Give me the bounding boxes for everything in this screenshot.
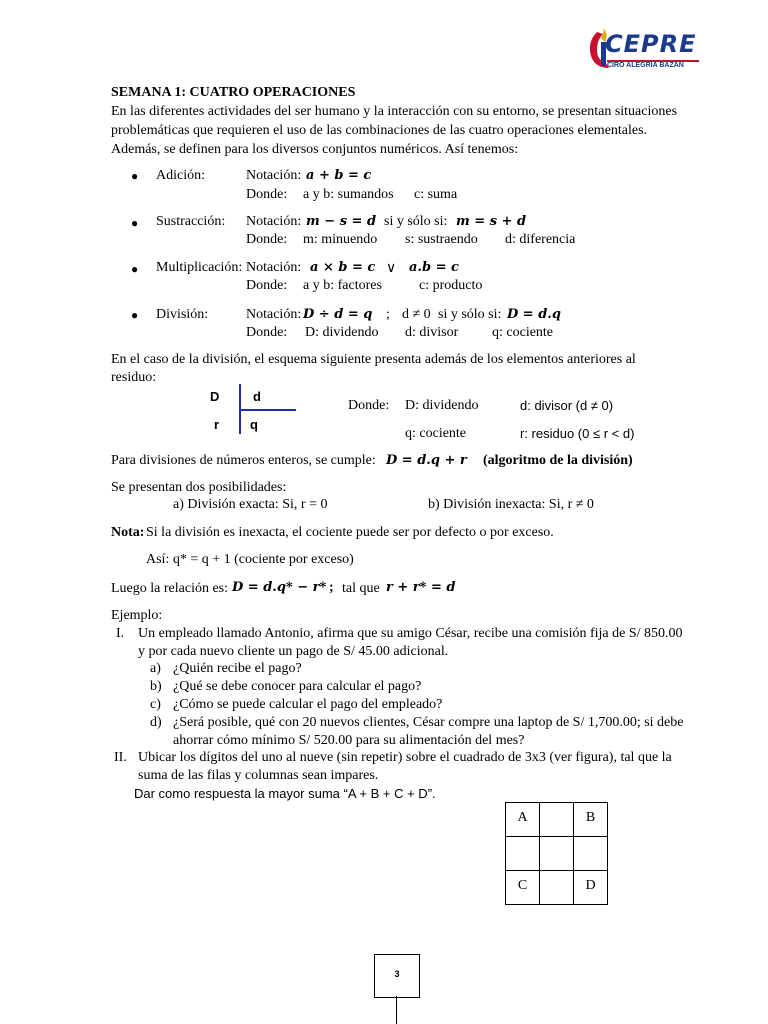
cell-b: B — [585, 810, 596, 825]
algorithm-formula: D = d.q + r — [386, 453, 467, 468]
grid-cell — [540, 803, 574, 837]
problem-2-line-1: Ubicar los dígitos del uno al nueve (sin repetir) sobre el cuadrado de 3x3 (ver figura), tal que la — [138, 750, 672, 765]
scheme-residue: r — [214, 417, 220, 432]
bullet-icon: ● — [131, 216, 139, 230]
possibilities-heading: Se presentan dos posibilidades: — [111, 480, 287, 495]
bullet-icon: ● — [131, 308, 139, 322]
cell-d: D — [585, 878, 596, 893]
possibility-a: a) División exacta: Si, r = 0 — [173, 497, 328, 512]
problem-1-number: I. — [116, 626, 125, 641]
item-c-label: c) — [150, 697, 161, 712]
sustraccion-desc-3: d: diferencia — [505, 232, 576, 247]
sustraccion-notation-label: Notación: — [246, 214, 302, 229]
scheme-cociente: q: cociente — [405, 426, 467, 441]
scheme-quotient: q — [250, 417, 258, 432]
division-condition: d ≠ 0 — [402, 307, 431, 322]
problem-2-line-2: suma de las filas y columnas sean impares. — [138, 768, 379, 783]
cepre-logo — [583, 24, 703, 74]
sustraccion-desc-2: s: sustraendo — [405, 232, 478, 247]
grid-cell — [574, 803, 608, 837]
division-name: División: — [156, 307, 209, 322]
adicion-desc-1: a y b: sumandos — [303, 187, 394, 202]
relation-text: Luego la relación es: — [111, 581, 229, 596]
item-d-label: d) — [150, 715, 162, 730]
item-b-label: b) — [150, 679, 162, 694]
asi-line: Así: q* = q + 1 (cociente por exceso) — [146, 552, 354, 567]
division-desc-2: d: divisor — [405, 325, 459, 340]
possibility-b: b) División inexacta: Si, r ≠ 0 — [428, 497, 594, 512]
division-desc-1: D: dividendo — [305, 325, 379, 340]
division-iff: si y sólo si: — [438, 307, 502, 322]
nota-text: Si la división es inexacta, el cociente puede ser por defecto o por exceso. — [146, 525, 554, 540]
grid-cell — [506, 871, 540, 905]
relation-formula-2: r + r* = d — [386, 580, 456, 595]
scheme-dividendo: D: dividendo — [405, 398, 479, 413]
logo-subtitle: CIRO ALEGRÍA BAZÁN — [607, 62, 684, 69]
sustraccion-iff: si y sólo si: — [384, 214, 448, 229]
adicion-desc-2: c: suma — [414, 187, 458, 202]
grid-cell — [506, 803, 540, 837]
grid-cell — [540, 871, 574, 905]
algorithm-label: (algoritmo de la división) — [483, 453, 633, 468]
multiplicacion-donde: Donde: — [246, 278, 288, 293]
division-formula-2: D = d.q — [507, 307, 561, 322]
intro-line-2: problemáticas que requieren el uso de las combinaciones de las cuatro operaciones elementales. — [111, 123, 648, 138]
multiplicacion-desc-1: a y b: factores — [303, 278, 382, 293]
scheme-residuo: r: residuo (0 ≤ r < d) — [520, 426, 635, 441]
item-b-text: ¿Qué se debe conocer para calcular el pago? — [173, 679, 422, 694]
grid-cell — [540, 837, 574, 871]
item-d-text: ¿Será posible, qué con 20 nuevos clientes, César compre una laptop de S/ 1,700.00; si debe — [173, 715, 684, 730]
grid-cell — [574, 871, 608, 905]
cell-c: C — [517, 878, 528, 893]
relation-tal-que: tal que — [342, 581, 380, 596]
multiplicacion-formula-2: a.b = c — [409, 260, 459, 275]
scheme-dividend: D — [210, 389, 220, 404]
adicion-name: Adición: — [156, 168, 205, 183]
scheme-divisor: d — [253, 389, 261, 404]
problem-2-answer: Dar como respuesta la mayor suma “A + B + C + D”. — [134, 786, 436, 801]
relation-separator: ; — [329, 580, 334, 595]
scheme-divisor-desc: d: divisor (d ≠ 0) — [520, 398, 614, 413]
grid-cell — [574, 837, 608, 871]
adicion-notation-label: Notación: — [246, 168, 302, 183]
item-c-text: ¿Cómo se puede calcular el pago del empleado? — [173, 697, 443, 712]
multiplicacion-formula: a × b = c — [310, 260, 376, 275]
adicion-formula: a + b = c — [306, 168, 372, 183]
division-separator: ; — [386, 307, 390, 322]
scheme-intro-1: En el caso de la división, el esquema siguiente presenta además de los elementos anteriores al — [111, 352, 636, 367]
division-donde: Donde: — [246, 325, 288, 340]
multiplicacion-desc-2: c: producto — [419, 278, 483, 293]
page-number-box — [374, 954, 420, 998]
multiplicacion-notation-label: Notación: — [246, 260, 302, 275]
square-3x3-grid — [505, 802, 608, 905]
sustraccion-name: Sustracción: — [156, 214, 226, 229]
bullet-icon: ● — [131, 262, 139, 276]
item-d-text-continued: ahorrar cómo mínimo S/ 520.00 para su alimentación del mes? — [173, 733, 525, 748]
intro-line-3: Además, se definen para los diversos conjuntos numéricos. Así tenemos: — [111, 142, 519, 157]
sustraccion-formula-2: m = s + d — [456, 214, 527, 229]
scheme-donde: Donde: — [348, 398, 390, 413]
sustraccion-formula: m − s = d — [306, 214, 377, 229]
item-a-text: ¿Quién recibe el pago? — [173, 661, 302, 676]
sustraccion-donde: Donde: — [246, 232, 288, 247]
bullet-icon: ● — [131, 169, 139, 183]
sustraccion-desc-1: m: minuendo — [303, 232, 378, 247]
division-formula: D ÷ d = q — [303, 307, 373, 322]
page-number: 3 — [394, 969, 400, 979]
division-bracket-diagram — [238, 384, 298, 436]
scheme-intro-2: residuo: — [111, 370, 157, 385]
relation-formula: D = d.q* − r* — [232, 580, 327, 595]
nota-label: Nota: — [111, 525, 145, 540]
or-symbol: ∨ — [386, 261, 397, 276]
multiplicacion-name: Multiplicación: — [156, 260, 243, 275]
cell-a: A — [517, 810, 528, 825]
ejemplo-heading: Ejemplo: — [111, 608, 163, 623]
division-notation-label: Notación: — [246, 307, 302, 322]
division-desc-3: q: cociente — [492, 325, 554, 340]
page-title: SEMANA 1: CUATRO OPERACIONES — [111, 85, 356, 100]
item-a-label: a) — [150, 661, 161, 676]
algorithm-text: Para divisiones de números enteros, se cumple: — [111, 453, 376, 468]
grid-cell — [506, 837, 540, 871]
intro-line-1: En las diferentes actividades del ser humano y la interacción con su entorno, se presentan situaciones — [111, 104, 678, 119]
adicion-donde: Donde: — [246, 187, 288, 202]
page-number-line — [396, 996, 397, 1024]
problem-2-number: II. — [114, 750, 127, 765]
problem-1-line-2: y por cada nuevo cliente un pago de S/ 45.00 adicional. — [138, 644, 449, 659]
logo-name: CEPRE — [605, 30, 697, 58]
problem-1-line-1: Un empleado llamado Antonio, afirma que su amigo César, recibe una comisión fija de S/ 850.00 — [138, 626, 683, 641]
